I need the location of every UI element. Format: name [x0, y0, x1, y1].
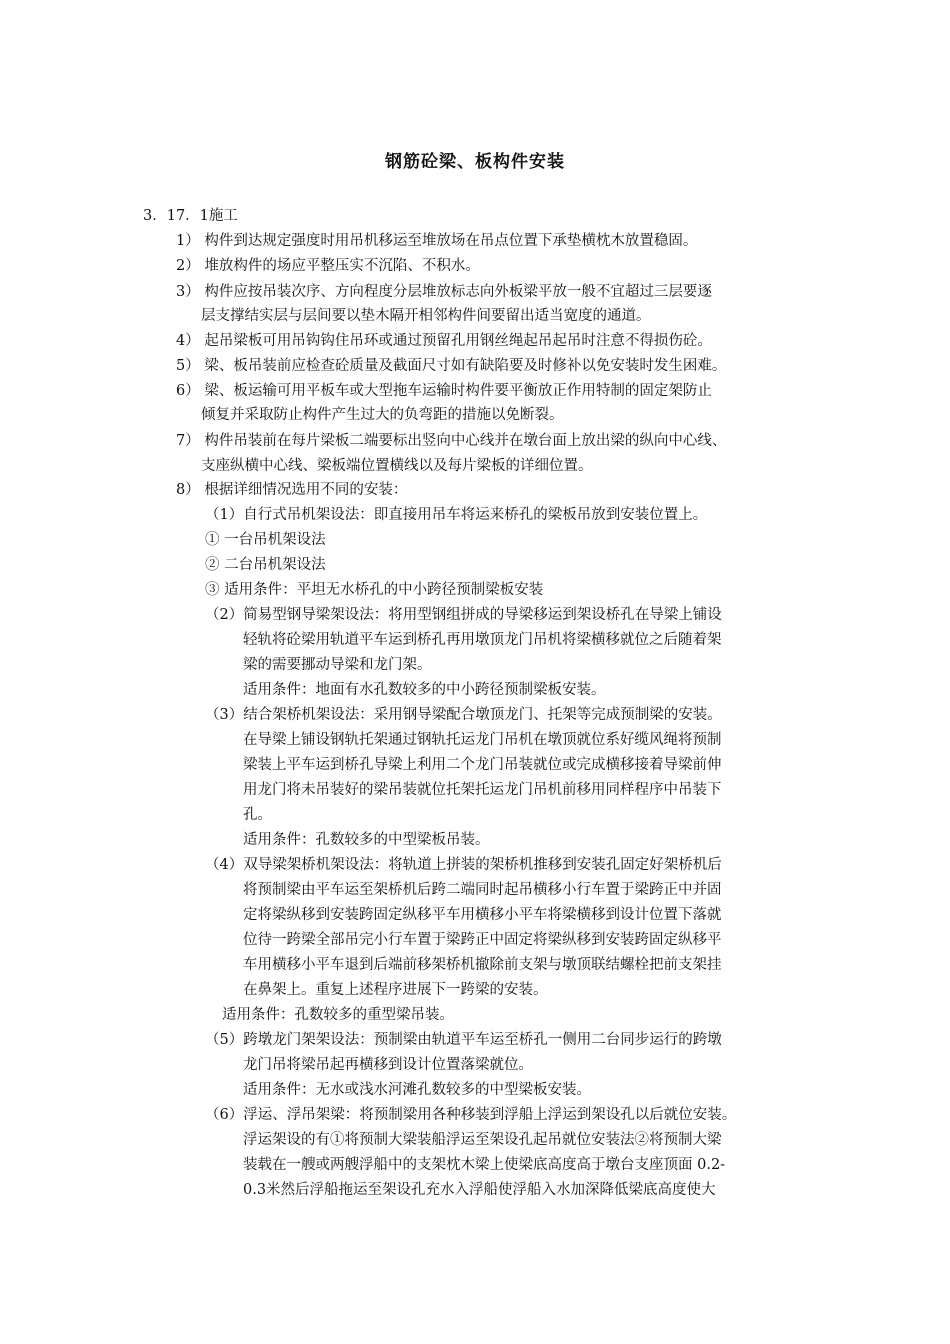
text-line: （6）浮运、浮吊架梁：将预制梁用各种移装到浮船上浮运到架设孔以后就位安装。	[205, 1107, 737, 1123]
text-line: （2）简易型钢导梁架设法：将用型钢组拼成的导梁移运到架设桥孔在导梁上铺设	[205, 607, 722, 623]
text-line: 装载在一艘或两艘浮船中的支架枕木梁上使梁底高度高于墩台支座顶面 0.2-	[243, 1157, 726, 1173]
text-line: 4） 起吊梁板可用吊钩钩住吊环或通过预留孔用钢丝绳起吊起吊时注意不得损伤砼。	[176, 333, 712, 349]
text-line: 适用条件：孔数较多的重型梁吊装。	[222, 1007, 454, 1023]
text-line: （5）跨墩龙门架架设法：预制梁由轨道平车运至桥孔一侧用二台同步运行的跨墩	[205, 1032, 722, 1048]
text-line: 倾复并采取防止构件产生过大的负弯距的措施以免断裂。	[201, 407, 564, 423]
text-line: ① 一台吊机架设法	[205, 532, 326, 548]
document-title: 钢筋砼梁、板构件安装	[385, 152, 565, 172]
text-line: 将预制梁由平车运至架桥机后跨二端同时起吊横移小行车置于梁跨正中并固	[243, 882, 722, 898]
text-line: 龙门吊将梁吊起再横移到设计位置落梁就位。	[243, 1057, 533, 1073]
text-line: 3） 构件应按吊装次序、方向程度分层堆放标志向外板梁平放一般不宜超过三层要逐	[176, 284, 712, 300]
text-line: 梁的需要挪动导梁和龙门架。	[243, 657, 432, 673]
text-line: 浮运架设的有①将预制大梁装船浮运至架设孔起吊就位安装法②将预制大梁	[243, 1132, 722, 1148]
text-line: 层支撑结实层与层间要以垫木隔开相邻构件间要留出适当宽度的通道。	[201, 308, 651, 324]
text-line: 支座纵横中心线、梁板端位置横线以及每片梁板的详细位置。	[201, 458, 593, 474]
text-line: 在导梁上铺设钢轨托架通过钢轨托运龙门吊机在墩顶就位系好缆风绳将预制	[243, 732, 722, 748]
text-line: 7） 构件吊装前在每片梁板二端要标出竖向中心线并在墩台面上放出梁的纵向中心线、	[176, 433, 727, 449]
text-line: 适用条件：地面有水孔数较多的中小跨径预制梁板安装。	[243, 682, 606, 698]
text-line: 5） 梁、板吊装前应检查砼质量及截面尺寸如有缺陷要及时修补以免安装时发生困难。	[176, 358, 727, 374]
text-line: 位待一跨梁全部吊完小行车置于梁跨正中固定将梁纵移到安装跨固定纵移平	[243, 932, 722, 948]
text-line: 2） 堆放构件的场应平整压实不沉陷、不积水。	[176, 258, 480, 274]
text-line: （1）自行式吊机架设法：即直接用吊车将运来桥孔的梁板吊放到安装位置上。	[205, 507, 708, 523]
section-heading: 3．17．1施工	[143, 208, 238, 224]
text-line: 1） 构件到达规定强度时用吊机移运至堆放场在吊点位置下承垫横枕木放置稳固。	[176, 233, 698, 249]
text-line: 车用横移小平车退到后端前移架桥机撤除前支架与墩顶联结螺栓把前支架挂	[243, 957, 722, 973]
text-line: 8） 根据详细情况选用不同的安装：	[176, 482, 408, 498]
text-line: ③ 适用条件：平坦无水桥孔的中小跨径预制梁板安装	[205, 582, 544, 598]
text-line: 轻轨将砼梁用轨道平车运到桥孔再用墩顶龙门吊机将梁横移就位之后随着架	[243, 632, 722, 648]
text-line: （3）结合架桥机架设法：采用钢导梁配合墩顶龙门、托架等完成预制梁的安装。	[205, 707, 722, 723]
text-line: 定将梁纵移到安装跨固定纵移平车用横移小平车将梁横移到设计位置下落就	[243, 907, 722, 923]
text-line: 梁装上平车运到桥孔导梁上利用二个龙门吊装就位或完成横移接着导梁前伸	[243, 757, 722, 773]
text-line: ② 二台吊机架设法	[205, 557, 326, 573]
text-line: 在鼻架上。重复上述程序进展下一跨梁的安装。	[243, 982, 548, 998]
text-line: 用龙门将未吊装好的梁吊装就位托架托运龙门吊机前移用同样程序中吊装下	[243, 782, 722, 798]
text-line: 适用条件：孔数较多的中型梁板吊装。	[243, 832, 490, 848]
text-line: 孔。	[243, 807, 272, 823]
text-line: （4）双导梁架桥机架设法：将轨道上拼装的架桥机推移到安装孔固定好架桥机后	[205, 857, 722, 873]
text-line: 适用条件：无水或浅水河滩孔数较多的中型梁板安装。	[243, 1082, 591, 1098]
text-line: 0.3米然后浮船拖运至架设孔充水入浮船使浮船入水加深降低梁底高度使大	[243, 1182, 716, 1198]
text-line: 6） 梁、板运输可用平板车或大型拖车运输时构件要平衡放正作用特制的固定架防止	[176, 383, 712, 399]
